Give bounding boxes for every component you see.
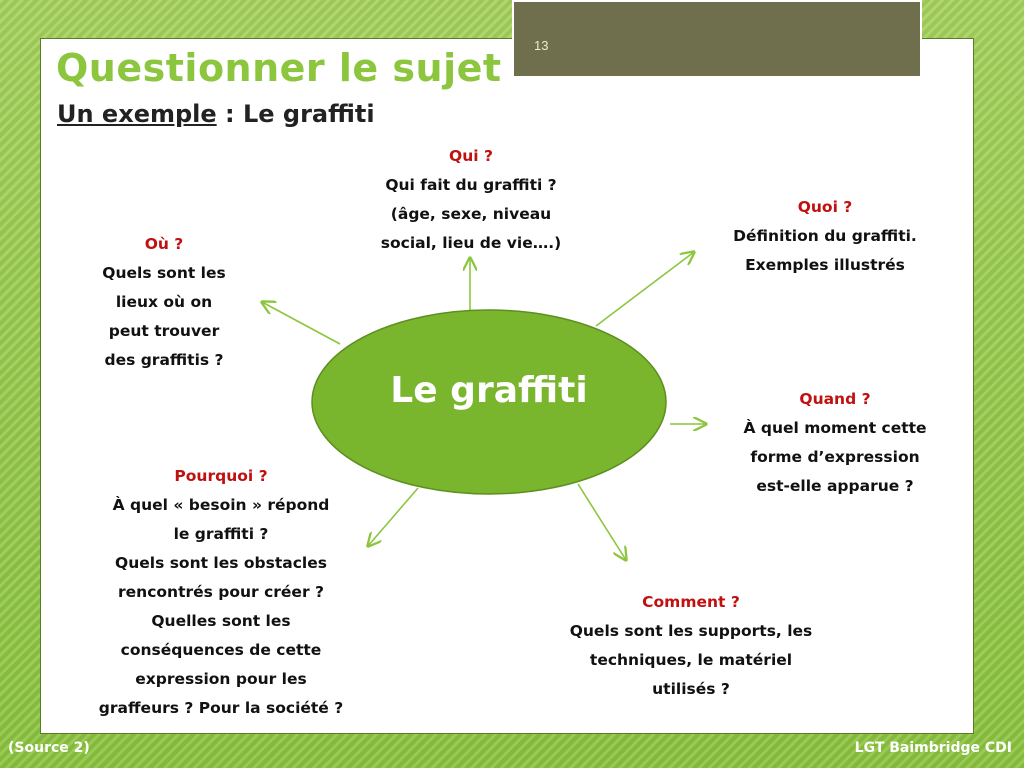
subtitle-underlined: Un exemple xyxy=(57,100,217,128)
node-quand-text: À quel moment cette forme d’expression est-elle apparue ? xyxy=(743,419,927,495)
center-label: Le graffiti xyxy=(390,370,588,411)
page-number: 13 xyxy=(534,38,549,53)
node-ou-heading: Où ? xyxy=(144,235,184,253)
node-pourquoi-heading: Pourquoi ? xyxy=(174,467,268,485)
node-qui xyxy=(352,142,590,258)
arrow-pourquoi xyxy=(368,488,418,546)
node-quoi-heading: Quoi ? xyxy=(797,198,853,216)
node-qui-heading: Qui ? xyxy=(449,147,493,165)
arrow-quoi xyxy=(596,252,694,326)
node-comment-heading: Comment ? xyxy=(642,593,740,611)
node-quand xyxy=(715,385,955,501)
node-quoi xyxy=(700,193,950,280)
node-quand-heading: Quand ? xyxy=(799,390,871,408)
footer-source: (Source 2) xyxy=(8,740,90,756)
node-qui-text: Qui fait du graffiti ? (âge, sexe, niveau social, lieu de vie….) xyxy=(380,176,562,252)
slide-title: Questionner le sujet xyxy=(56,46,502,90)
node-ou-text: Quels sont les lieux où on peut trouver des graffitis ? xyxy=(102,264,226,369)
node-pourquoi-text: À quel « besoin » répond le graffiti ? Quels sont les obstacles rencontrés pour créer ? Quelles sont les conséquences de cette expression pour les graffeurs ? Pour la société ? xyxy=(98,496,344,717)
node-pourquoi xyxy=(68,462,374,723)
subtitle-rest: : Le graffiti xyxy=(216,100,375,128)
node-comment xyxy=(548,588,834,704)
node-ou xyxy=(74,230,254,375)
arrow-ou xyxy=(262,302,340,344)
node-comment-text: Quels sont les supports, les techniques, le matériel utilisés ? xyxy=(569,622,813,698)
node-quoi-text: Définition du graffiti. Exemples illustrés xyxy=(733,227,917,274)
arrow-comment xyxy=(578,484,626,560)
footer-credit: LGT Baimbridge CDI xyxy=(854,740,1012,756)
